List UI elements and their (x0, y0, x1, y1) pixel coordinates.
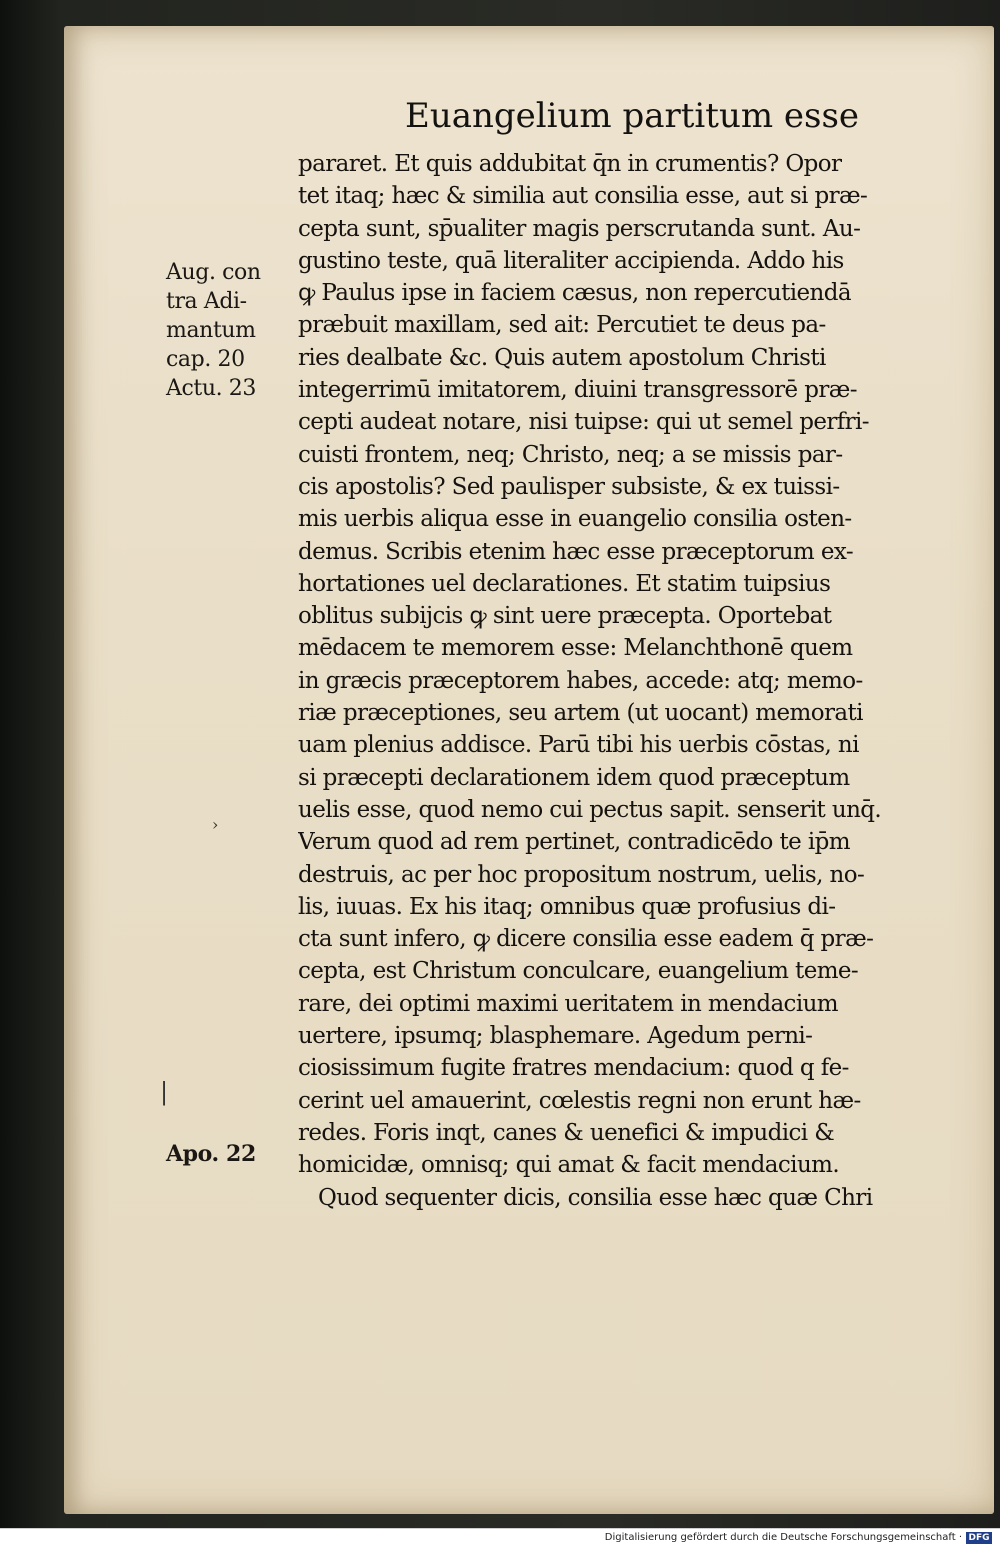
margin-note-line: tra Adi- (166, 289, 247, 314)
text-line: cepta, est Christum conculcare, euangelium teme- (298, 958, 859, 985)
margin-note-line: Aug. con (166, 260, 261, 285)
running-head: Euangelium partitum esse (405, 96, 860, 136)
margin-note-line: Actu. 23 (166, 376, 256, 401)
text-line: demus. Scribis etenim hæc esse præceptorum ex- (298, 538, 854, 565)
text-line: cepta sunt, sp̄ualiter magis perscrutanda sunt. Au- (298, 215, 861, 242)
text-line: gustino teste, quā literaliter accipienda. Addo his (298, 247, 844, 274)
main-text-block (298, 148, 928, 1214)
text-line: præbuit maxillam, sed ait: Percutiet te deus pa- (298, 312, 826, 339)
text-line: mis uerbis aliqua esse in euangelio consilia osten- (298, 506, 852, 533)
stray-mark: › (212, 815, 219, 834)
margin-note-line: mantum (166, 318, 256, 343)
text-line: ries dealbate &c. Quis autem apostolum Christi (298, 344, 826, 371)
text-line: redes. Foris inqt, canes & uenefici & impudici & (298, 1119, 835, 1146)
text-line: Quod sequenter dicis, consilia esse hæc quæ Chri (318, 1184, 873, 1211)
text-line: homicidæ, omnisq; qui amat & facit mendacium. (298, 1152, 840, 1179)
text-line: hortationes uel declarationes. Et statim tuipsius (298, 570, 831, 597)
footer-bar (0, 1528, 1000, 1548)
text-line: cis apostolis? Sed paulisper subsiste, & ex tuissi- (298, 473, 840, 500)
margin-note-augustine (166, 258, 291, 403)
text-line: ꝙ Paulus ipse in faciem cæsus, non repercutiendā (298, 280, 851, 307)
text-line: tet itaq; hæc & similia aut consilia esse, aut si præ- (298, 183, 868, 210)
text-line: in græcis præceptorem habes, accede: atq; memo- (298, 667, 863, 694)
margin-note-line: cap. 20 (166, 347, 245, 372)
stray-mark: | (160, 1078, 169, 1106)
text-line: Verum quod ad rem pertinet, contradicēdo te ip̄m (298, 829, 850, 856)
text-line: cta sunt infero, ꝙ dicere consilia esse eadem q̄ præ- (298, 926, 874, 953)
text-line: pararet. Et quis addubitat q̄n in crumentis? Opor (298, 151, 842, 177)
text-line: cerint uel amauerint, cœlestis regni non erunt hæ- (298, 1087, 861, 1114)
text-line: rare, dei optimi maximi ueritatem in mendacium (298, 990, 839, 1017)
text-line: si præcepti declarationem idem quod præceptum (298, 764, 850, 791)
footer-credit: Digitalisierung gefördert durch die Deutsche Forschungsgemeinschaft · (604, 1532, 962, 1543)
text-line: uam plenius addisce. Parū tibi his uerbis cōstas, ni (298, 732, 859, 759)
text-line: lis, iuuas. Ex his itaq; omnibus quæ profusius di- (298, 893, 836, 920)
text-line: destruis, ac per hoc propositum nostrum, uelis, no- (298, 861, 865, 888)
text-line: uertere, ipsumq; blasphemare. Agedum perni- (298, 1023, 813, 1050)
dfg-logo: DFG (966, 1532, 992, 1544)
text-line: cuisti frontem, neq; Christo, neq; a se missis par- (298, 441, 843, 468)
text-line: ciosissimum fugite fratres mendacium: quod q fe- (298, 1055, 849, 1082)
text-line: integerrimū imitatorem, diuini transgressorē præ- (298, 377, 857, 404)
text-line: uelis esse, quod nemo cui pectus sapit. senserit unq̄. (298, 796, 882, 823)
text-line: mēdacem te memorem esse: Melanchthonē quem (298, 635, 853, 662)
text-line: oblitus subijcis ꝙ sint uere præcepta. Oportebat (298, 603, 832, 630)
margin-note-apocalypse: Apo. 22 (166, 1141, 256, 1167)
text-line: riæ præceptiones, seu artem (ut uocant) memorati (298, 700, 863, 727)
text-line: cepti audeat notare, nisi tuipse: qui ut semel perfri- (298, 409, 869, 436)
